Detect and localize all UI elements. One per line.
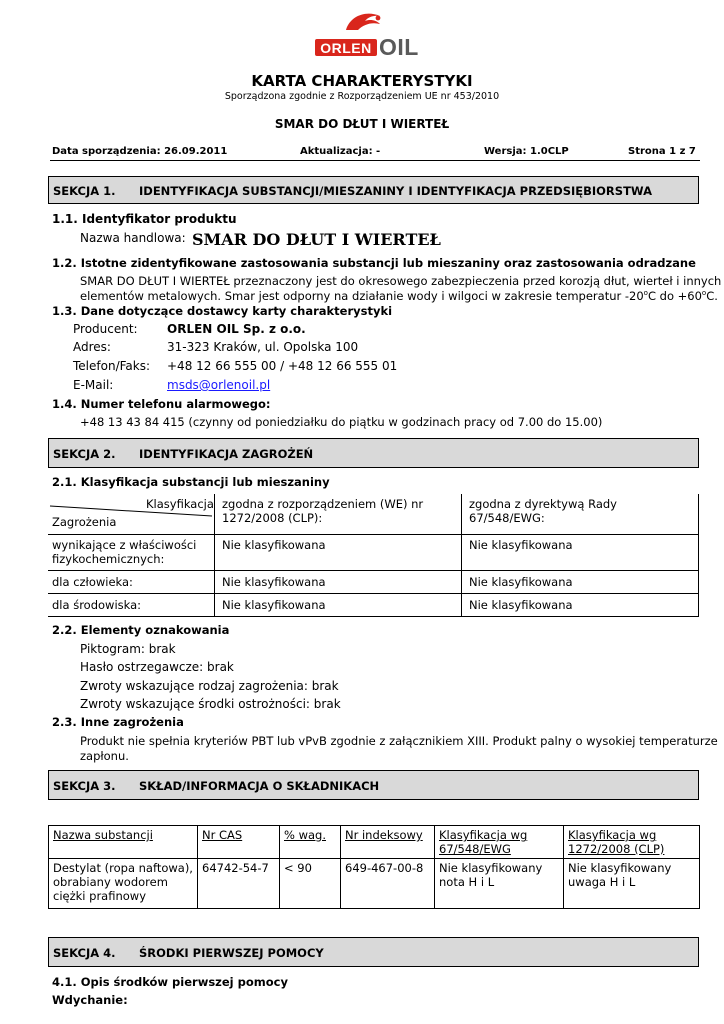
inhalation-heading: Wdychanie:	[52, 993, 128, 1007]
cell-substance-name: Destylat (ropa naftowa), obrabiany wodorem ciężki prafinowy	[49, 859, 198, 909]
signal-word-text: Hasło ostrzegawcze: brak	[80, 660, 234, 674]
use-text-line-2c: C.	[706, 289, 718, 303]
hrule-4	[48, 616, 699, 617]
row-env-label: dla środowiska:	[52, 598, 142, 612]
table-row	[49, 859, 700, 909]
section-3-number: SEKCJA 3.	[53, 779, 116, 793]
section-1-header	[48, 176, 699, 204]
vrule-2	[461, 494, 462, 617]
address-label: Adres:	[73, 340, 111, 354]
section-1-number: SEKCJA 1.	[53, 184, 116, 198]
col-dir-header: zgodna z dyrektywą Rady 67/548/EWG:	[469, 497, 617, 525]
composition-header-dsd	[435, 826, 564, 859]
degree-sup-2: o	[701, 289, 707, 298]
use-text-line-2	[80, 289, 718, 303]
other-hazards-line-1: Produkt nie spełnia kryteriów PBT lub vPvB zgodnie z załącznikiem XIII. Produkt palny o wysokiej temperaturze	[80, 734, 718, 748]
cell-clp: Nie klasyfikowany uwaga H i L	[564, 859, 700, 909]
hrule-2	[48, 570, 699, 571]
use-text-line-2b: C do +60	[647, 289, 702, 303]
section-4-title: ŚRODKI PIERWSZEJ POMOCY	[139, 946, 324, 960]
section-4-header	[48, 937, 699, 967]
logo-brand-box	[315, 39, 377, 56]
document-title: KARTA CHARAKTERYSTYKI	[251, 72, 473, 90]
heading-1-4: 1.4. Numer telefonu alarmowego:	[52, 397, 271, 411]
section-2-title: IDENTYFIKACJA ZAGROŻEŃ	[139, 447, 314, 461]
section-1-title: IDENTYFIKACJA SUBSTANCJI/MIESZANINY I IDENTYFIKACJA PRZEDSIĘBIORSTWA	[139, 184, 652, 198]
section-4-number: SEKCJA 4.	[53, 946, 116, 960]
section-2-header	[48, 438, 699, 468]
hrule-3	[48, 593, 699, 594]
heading-1-2: 1.2. Istotne zidentyfikowane zastosowania substancji lub mieszaniny oraz zastosowania odradzane	[52, 256, 696, 270]
orlen-oil-logo	[315, 8, 430, 58]
col-clp-header: zgodna z rozporządzeniem (WE) nr 1272/2008 (CLP):	[222, 497, 424, 525]
cell-dsd: Nie klasyfikowany nota H i L	[435, 859, 564, 909]
composition-header-index	[341, 826, 435, 859]
producer-label: Producent:	[73, 322, 138, 336]
other-hazards-line-2: zapłonu.	[80, 749, 129, 763]
composition-header-cas	[198, 826, 280, 859]
corner-hazards: Zagrożenia	[52, 515, 117, 529]
header-percent: % wag.	[284, 828, 326, 842]
section-2-number: SEKCJA 2.	[53, 447, 116, 461]
product-title: SMAR DO DŁUT I WIERTEŁ	[274, 117, 450, 131]
row-physchem-label: wynikające z właściwości fizykochemicznych:	[52, 538, 197, 566]
row-env-dir: Nie klasyfikowana	[469, 598, 573, 612]
row-physchem-clp: Nie klasyfikowana	[222, 538, 326, 552]
trade-name-value: SMAR DO DŁUT I WIERTEŁ	[192, 230, 441, 249]
composition-header-percent	[280, 826, 341, 859]
heading-4-1: 4.1. Opis środków pierwszej pomocy	[52, 975, 288, 989]
header-index: Nr indeksowy	[345, 828, 423, 842]
email-link[interactable]: msds@orlenoil.pl	[167, 378, 271, 392]
cell-percent: < 90	[280, 859, 341, 909]
email-label: E-Mail:	[73, 378, 114, 392]
composition-header-row	[49, 826, 700, 859]
composition-header-name	[49, 826, 198, 859]
corner-classification: Klasyfikacja	[146, 497, 214, 511]
degree-sup-1: o	[643, 289, 648, 298]
date-label: Data sporządzenia: 26.09.2011	[52, 146, 228, 157]
version-label: Wersja: 1.0CLP	[484, 146, 569, 157]
producer-value: ORLEN OIL Sp. z o.o.	[167, 322, 306, 336]
heading-1-3: 1.3. Dane dotyczące dostawcy karty charakterystyki	[52, 304, 393, 318]
composition-header-clp	[564, 826, 700, 859]
address-value: 31-323 Kraków, ul. Opolska 100	[167, 340, 359, 354]
heading-2-2: 2.2. Elementy oznakowania	[52, 623, 230, 637]
row-human-label: dla człowieka:	[52, 575, 133, 589]
header-clp: Klasyfikacja wg 1272/2008 (CLP)	[568, 828, 665, 856]
header-divider	[50, 160, 700, 161]
row-human-dir: Nie klasyfikowana	[469, 575, 573, 589]
page-number: Strona 1 z 7	[628, 146, 696, 157]
composition-table	[48, 825, 700, 909]
emergency-phone: +48 13 43 84 415 (czynny od poniedziałku do piątku w godzinach pracy od 7.00 do 15.00)	[80, 415, 603, 429]
logo-brand: ORLEN	[320, 40, 372, 56]
row-physchem-dir: Nie klasyfikowana	[469, 538, 573, 552]
header-cas: Nr CAS	[202, 828, 243, 842]
hazard-phrases-text: Zwroty wskazujące rodzaj zagrożenia: brak	[80, 679, 339, 693]
update-label: Aktualizacja: -	[300, 146, 381, 157]
vrule-1	[214, 494, 215, 617]
phone-value: +48 12 66 555 00 / +48 12 66 555 01	[167, 359, 398, 373]
logo-suffix: OIL	[379, 34, 419, 60]
pictogram-text: Piktogram: brak	[80, 642, 176, 656]
header-dsd: Klasyfikacja wg 67/548/EWG	[439, 828, 528, 856]
document-subtitle: Sporządzona zgodnie z Rozporządzeniem UE nr 453/2010	[224, 91, 500, 102]
row-human-clp: Nie klasyfikowana	[222, 575, 326, 589]
vrule-3	[698, 494, 699, 617]
hrule-1	[48, 534, 699, 535]
trade-name-label: Nazwa handlowa:	[80, 231, 186, 245]
precaution-phrases-text: Zwroty wskazujące środki ostrożności: brak	[80, 697, 341, 711]
cell-cas: 64742-54-7	[198, 859, 280, 909]
row-env-clp: Nie klasyfikowana	[222, 598, 326, 612]
section-3-header	[48, 770, 699, 800]
cell-index: 649-467-00-8	[341, 859, 435, 909]
phone-label: Telefon/Faks:	[73, 359, 151, 373]
use-text-line-2a: elementów metalowych. Smar jest odporny na działanie wody i wilgoci w zakresie temperatur -20	[80, 289, 644, 303]
heading-1-1: 1.1. Identyfikator produktu	[52, 212, 237, 226]
heading-2-1: 2.1. Klasyfikacja substancji lub mieszaniny	[52, 475, 330, 489]
header-name: Nazwa substancji	[53, 828, 153, 842]
classification-table	[48, 494, 699, 617]
use-text-line-1: SMAR DO DŁUT I WIERTEŁ przeznaczony jest do okresowego zabezpieczenia przed korozją dłut, wierteł i innych	[80, 274, 722, 288]
heading-2-3: 2.3. Inne zagrożenia	[52, 715, 184, 729]
section-3-title: SKŁAD/INFORMACJA O SKŁADNIKACH	[139, 779, 380, 793]
